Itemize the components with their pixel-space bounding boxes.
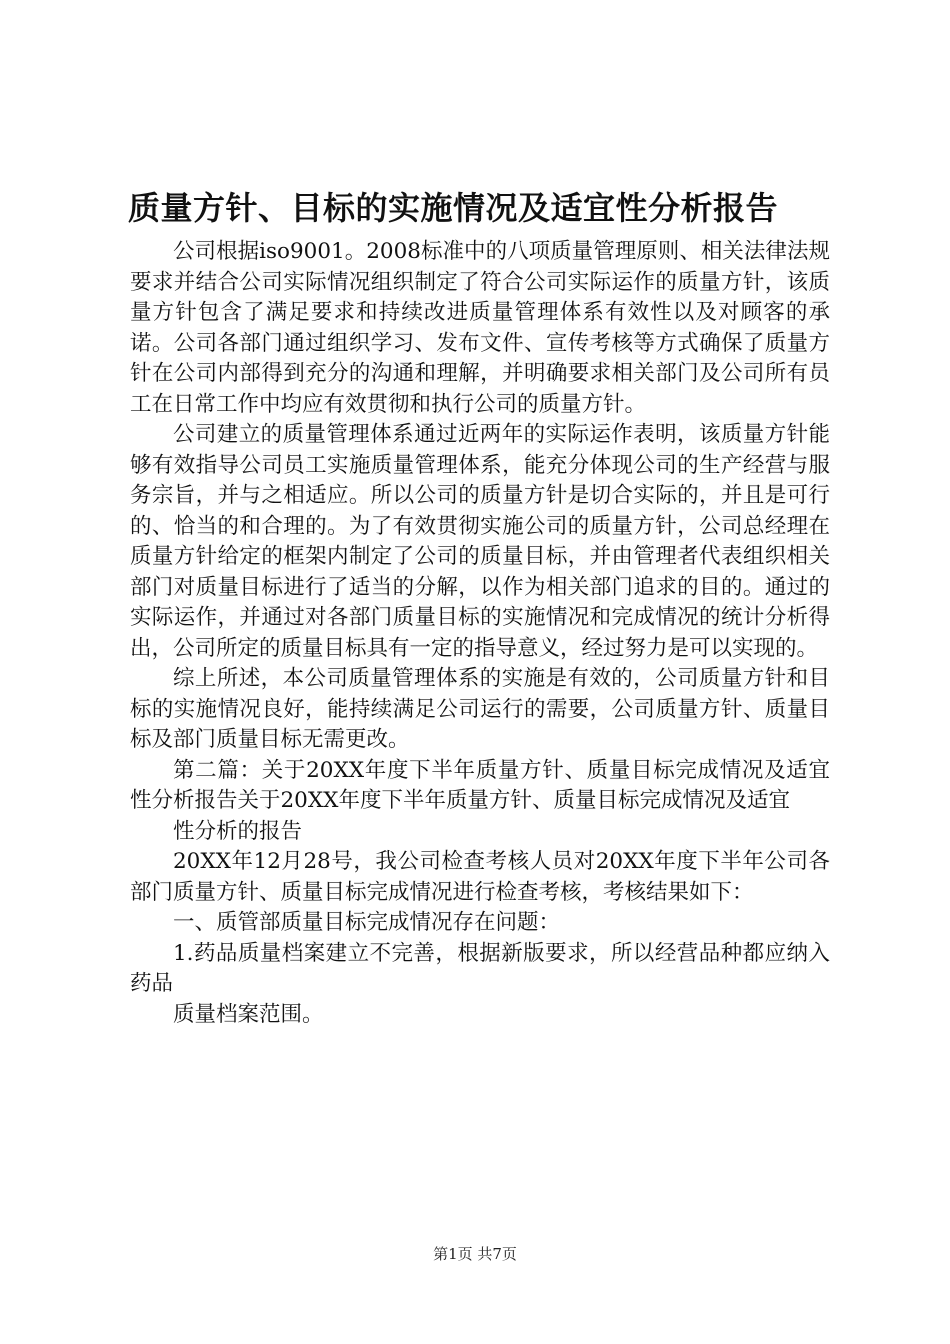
paragraph: 1.药品质量档案建立不完善，根据新版要求，所以经营品种都应纳入药品 bbox=[130, 940, 830, 996]
page-footer: 第1页 共7页 bbox=[433, 1245, 517, 1263]
paragraph: 20XX年12月28号，我公司检查考核人员对20XX年度下半年公司各部门质量方针、质量目标完成情况进行检查考核，考核结果如下： bbox=[130, 849, 830, 905]
paragraph: 性分析的报告 bbox=[173, 818, 303, 844]
paragraph: 公司建立的质量管理体系通过近两年的实际运作表明，该质量方针能够有效指导公司员工实施质量管理体系，能充分体现公司的生产经营与服务宗旨，并与之相适应。所以公司的质量方针是切合实际的，并且是可行的、恰当的和合理的。为了有效贯彻实施公司的质量方针，公司总经理在质量方针给定的框架内制定了公司的质量目标，并由管理者代表组织相关部门对质量目标进行了适当的分解，以作为相关部门追求的目的。通过的实际运作，并通过对各部门质量目标的实施情况和完成情况的统计分析得出，公司所定的质量目标具有一定的指导意义，经过努力是可以实现的。 bbox=[130, 422, 830, 661]
document-body bbox=[130, 237, 830, 1030]
paragraph: 一、质管部质量目标完成情况存在问题： bbox=[173, 910, 561, 935]
paragraph: 第二篇：关于20XX年度下半年质量方针、质量目标完成情况及适宜性分析报告关于20XX年度下半年质量方针、质量目标完成情况及适宜 bbox=[130, 757, 830, 813]
document-title: 质量方针、目标的实施情况及适宜性分析报告 bbox=[128, 189, 779, 227]
paragraph: 公司根据iso9001。2008标准中的八项质量管理原则、相关法律法规要求并结合公司实际情况组织制定了符合公司实际运作的质量方针，该质量方针包含了满足要求和持续改进质量管理体系有效性以及对顾客的承诺。公司各部门通过组织学习、发布文件、宣传考核等方式确保了质量方针在公司内部得到充分的沟通和理解，并明确要求相关部门及公司所有员工在日常工作中均应有效贯彻和执行公司的质量方针。 bbox=[130, 239, 830, 417]
paragraph: 质量档案范围。 bbox=[173, 1001, 324, 1027]
paragraph: 综上所述，本公司质量管理体系的实施是有效的，公司质量方针和目标的实施情况良好，能持续满足公司运行的需要，公司质量方针、质量目标及部门质量目标无需更改。 bbox=[130, 666, 830, 752]
